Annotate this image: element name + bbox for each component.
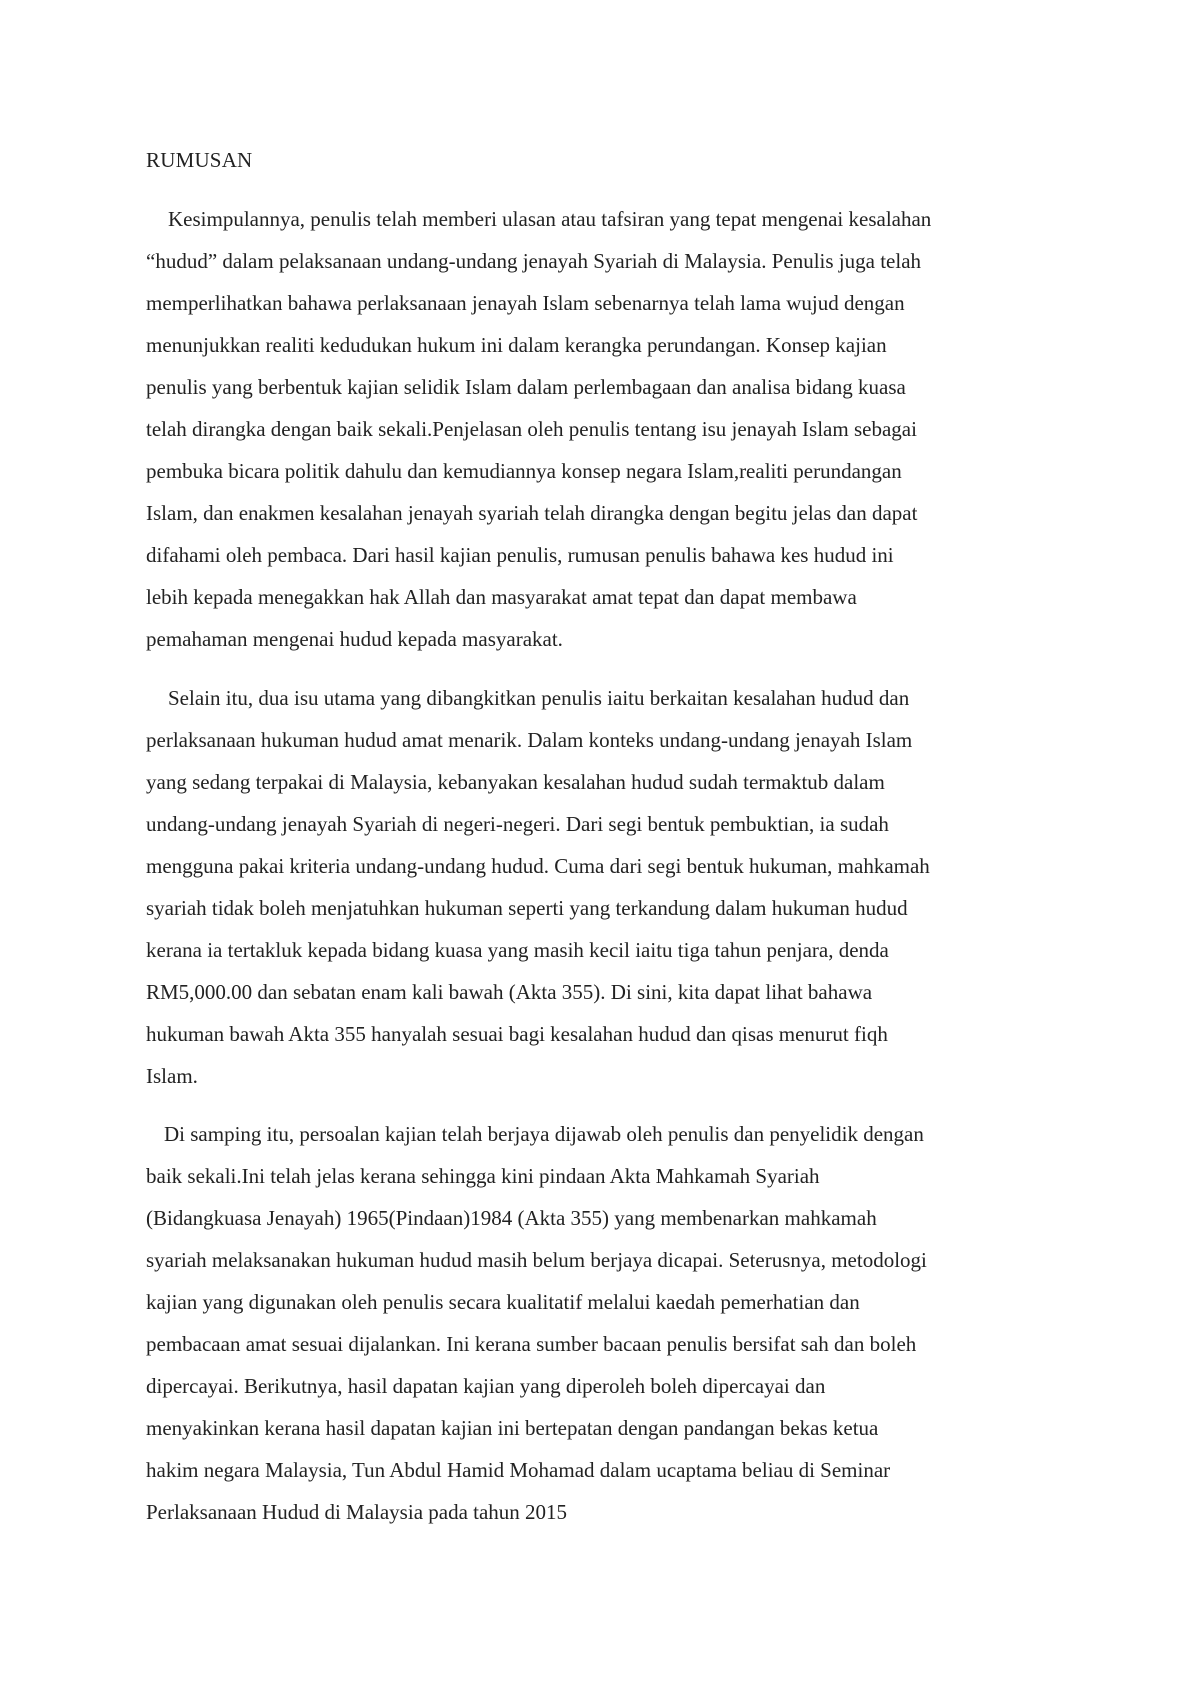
- paragraph-line: menyakinkan kerana hasil dapatan kajian ini bertepatan dengan pandangan bekas ketua: [146, 1416, 879, 1440]
- paragraph-line: Islam, dan enakmen kesalahan jenayah syariah telah dirangka dengan begitu jelas dan dapat: [146, 501, 918, 525]
- paragraph-line: pembacaan amat sesuai dijalankan. Ini kerana sumber bacaan penulis bersifat sah dan boleh: [146, 1332, 917, 1356]
- paragraph-line: Selain itu, dua isu utama yang dibangkitkan penulis iaitu berkaitan kesalahan hudud dan: [168, 686, 910, 710]
- paragraph-line: “hudud” dalam pelaksanaan undang-undang jenayah Syariah di Malaysia. Penulis juga telah: [146, 249, 922, 273]
- paragraph-line: Perlaksanaan Hudud di Malaysia pada tahun 2015: [146, 1500, 568, 1524]
- paragraph-line: undang-undang jenayah Syariah di negeri-negeri. Dari segi bentuk pembuktian, ia sudah: [146, 812, 889, 836]
- paragraph-line: perlaksanaan hukuman hudud amat menarik. Dalam konteks undang-undang jenayah Islam: [146, 728, 913, 752]
- paragraph-line: lebih kepada menegakkan hak Allah dan masyarakat amat tepat dan dapat membawa: [146, 585, 857, 609]
- paragraph-line: menunjukkan realiti kedudukan hukum ini dalam kerangka perundangan. Konsep kajian: [146, 333, 887, 357]
- paragraph-line: Di samping itu, persoalan kajian telah berjaya dijawab oleh penulis dan penyelidik dengan: [164, 1122, 924, 1146]
- paragraph-conclusion: [146, 198, 1066, 660]
- paragraph-line: baik sekali.Ini telah jelas kerana sehingga kini pindaan Akta Mahkamah Syariah: [146, 1164, 820, 1188]
- paragraph-line: kerana ia tertakluk kepada bidang kuasa yang masih kecil iaitu tiga tahun penjara, denda: [146, 938, 889, 962]
- paragraph-line: kajian yang digunakan oleh penulis secara kualitatif melalui kaedah pemerhatian dan: [146, 1290, 860, 1314]
- paragraph-line: dipercayai. Berikutnya, hasil dapatan kajian yang diperoleh boleh dipercayai dan: [146, 1374, 826, 1398]
- paragraph-line: memperlihatkan bahawa perlaksanaan jenayah Islam sebenarnya telah lama wujud dengan: [146, 291, 905, 315]
- paragraph-line: (Bidangkuasa Jenayah) 1965(Pindaan)1984 (Akta 355) yang membenarkan mahkamah: [146, 1206, 877, 1230]
- paragraph-line: mengguna pakai kriteria undang-undang hudud. Cuma dari segi bentuk hukuman, mahkamah: [146, 854, 930, 878]
- paragraph-line: Islam.: [146, 1064, 198, 1088]
- paragraph-line: syariah tidak boleh menjatuhkan hukuman seperti yang terkandung dalam hukuman hudud: [146, 896, 908, 920]
- paragraph-line: pembuka bicara politik dahulu dan kemudiannya konsep negara Islam,realiti perundangan: [146, 459, 902, 483]
- paragraph-line: pemahaman mengenai hudud kepada masyarakat.: [146, 627, 563, 651]
- page-title: RUMUSAN: [146, 148, 253, 172]
- paragraph-line: Kesimpulannya, penulis telah memberi ulasan atau tafsiran yang tepat mengenai kesalahan: [168, 207, 932, 231]
- paragraph-issues: [146, 677, 1066, 1097]
- paragraph-line: yang sedang terpakai di Malaysia, kebanyakan kesalahan hudud sudah termaktub dalam: [146, 770, 885, 794]
- paragraph-line: telah dirangka dengan baik sekali.Penjelasan oleh penulis tentang isu jenayah Islam sebagai: [146, 417, 917, 441]
- paragraph-line: syariah melaksanakan hukuman hudud masih belum berjaya dicapai. Seterusnya, metodologi: [146, 1248, 927, 1272]
- paragraph-line: RM5,000.00 dan sebatan enam kali bawah (Akta 355). Di sini, kita dapat lihat bahawa: [146, 980, 873, 1004]
- paragraph-line: difahami oleh pembaca. Dari hasil kajian penulis, rumusan penulis bahawa kes hudud ini: [146, 543, 894, 567]
- paragraph-line: hukuman bawah Akta 355 hanyalah sesuai bagi kesalahan hudud dan qisas menurut fiqh: [146, 1022, 888, 1046]
- paragraph-line: penulis yang berbentuk kajian selidik Islam dalam perlembagaan dan analisa bidang kuasa: [146, 375, 906, 399]
- paragraph-line: hakim negara Malaysia, Tun Abdul Hamid Mohamad dalam ucaptama beliau di Seminar: [146, 1458, 891, 1482]
- paragraph-methodology: [146, 1113, 1066, 1533]
